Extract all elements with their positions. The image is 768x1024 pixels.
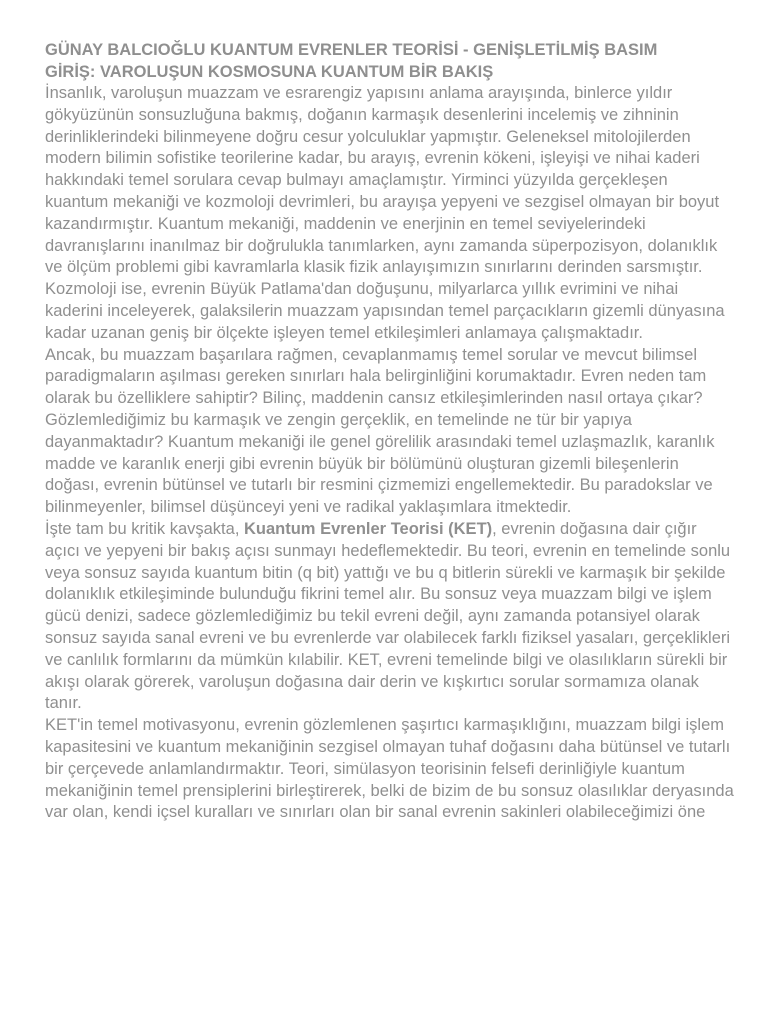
paragraph-3 bbox=[45, 519, 735, 715]
paragraph-3-theory-name: Kuantum Evrenler Teorisi (KET) bbox=[243, 519, 493, 538]
paragraph-2: Ancak, bu muazzam başarılara rağmen, cevaplanmamış temel sorular ve mevcut bilimsel paradigmaların aşılması gereken sınırları hala belirginliğini korumaktadır. Evren neden tam olarak bu özelliklere sahiptir? Bilinç, maddenin cansız etkileşimlerinden nasıl ortaya çıkar? Gözlemlediğimiz bu karmaşık ve zengin gerçeklik, en temelinde ne tür bir yapıya dayanmaktadır? Kuantum mekaniği ile genel görelilik arasındaki temel uzlaşmazlık, karanlık madde ve karanlık enerji gibi evrenin büyük bir bölümünü oluşturan gizemli bileşenlerin doğası, evrenin bütünsel ve tutarlı bir resmini çizmemizi engellemektedir. Bu paradokslar ve bilinmeyenler, bilimsel düşünceyi yeni ve radikal yaklaşımlara itmektedir. bbox=[45, 345, 715, 517]
paragraph-3-intro: İşte tam bu kritik kavşakta, bbox=[45, 519, 244, 538]
paragraph-3-rest: , evrenin doğasına dair çığır açıcı ve yepyeni bir bakış açısı sunmayı hedeflemektedir. Bu teori, evrenin en temelinde sonlu veya sonsuz sayıda kuantum bitin (q bit) yattığı ve bu q bitlerin sürekli ve karmaşık bir şekilde dolanıklık etkileşiminde bulunduğu fikrini temel alır. Bu sonsuz veya muazzam bilgi ve işlem gücü denizi, sadece gözlemlediğimiz bu tekil evreni değil, aynı zamanda potansiyel olarak sonsuz sayıda sanal evreni ve bu evrenlerde var olabilecek farklı fiziksel yasaları, gerçeklikleri ve canlılık formlarını da mümkün kılabilir. KET, evreni temelinde bilgi ve olasılıkların sürekli bir akışı olarak görerek, varoluşun doğasına dair derin ve kışkırtıcı sorular sormamıza olanak tanır. bbox=[45, 519, 731, 713]
document-page bbox=[45, 40, 735, 824]
section-heading: GİRİŞ: VAROLUŞUN KOSMOSUNA KUANTUM BİR BAKIŞ bbox=[45, 62, 494, 81]
document-title: GÜNAY BALCIOĞLU KUANTUM EVRENLER TEORİSİ - GENİŞLETİLMİŞ BASIM bbox=[45, 41, 658, 59]
paragraph-1: İnsanlık, varoluşun muazzam ve esrarengiz yapısını anlama arayışında, binlerce yıldır gökyüzünün sonsuzluğuna bakmış, doğanın karmaşık desenlerini incelemiş ve zihninin derinliklerindeki bilinmeyene doğru cesur yolculuklar yapmıştır. Geleneksel mitolojilerden modern bilimin sofistike teorilerine kadar, bu arayış, evrenin kökeni, işleyişi ve nihai kaderi hakkındaki temel sorulara cevap bulmayı amaçlamıştır. Yirminci yüzyılda gerçekleşen kuantum mekaniği ve kozmoloji devrimleri, bu arayışa yepyeni ve sezgisel olmayan bir boyut kazandırmıştır. Kuantum mekaniği, maddenin ve enerjinin en temel seviyelerindeki davranışlarını inanılmaz bir doğrulukla tanımlarken, aynı zamanda süperpozisyon, dolanıklık ve ölçüm problemi gibi kavramlarla klasik fizik anlayışımızın sınırlarını derinden sarsmıştır. Kozmoloji ise, evrenin Büyük Patlama'dan doğuşunu, milyarlarca yıllık evrimini ve nihai kaderini inceleyerek, galaksilerin muazzam yapısından temel parçacıkların gizemli dünyasına kadar uzanan geniş bir ölçekte işleyen temel etkileşimleri anlamaya çalışmaktadır. bbox=[45, 84, 725, 342]
paragraph-4: KET'in temel motivasyonu, evrenin gözlemlenen şaşırtıcı karmaşıklığını, muazzam bilgi işlem kapasitesini ve kuantum mekaniğinin sezgisel olmayan tuhaf doğasını daha bütünsel ve tutarlı bir çerçevede anlamlandırmaktır. Teori, simülasyon teorisinin felsefi derinliğiyle kuantum mekaniğinin temel prensiplerini birleştirerek, belki de bizim de bu sonsuz olasılıklar deryasında var olan, kendi içsel kuralları ve sınırları olan bir sanal evrenin sakinleri olabileceğimizi öne bbox=[45, 716, 734, 822]
